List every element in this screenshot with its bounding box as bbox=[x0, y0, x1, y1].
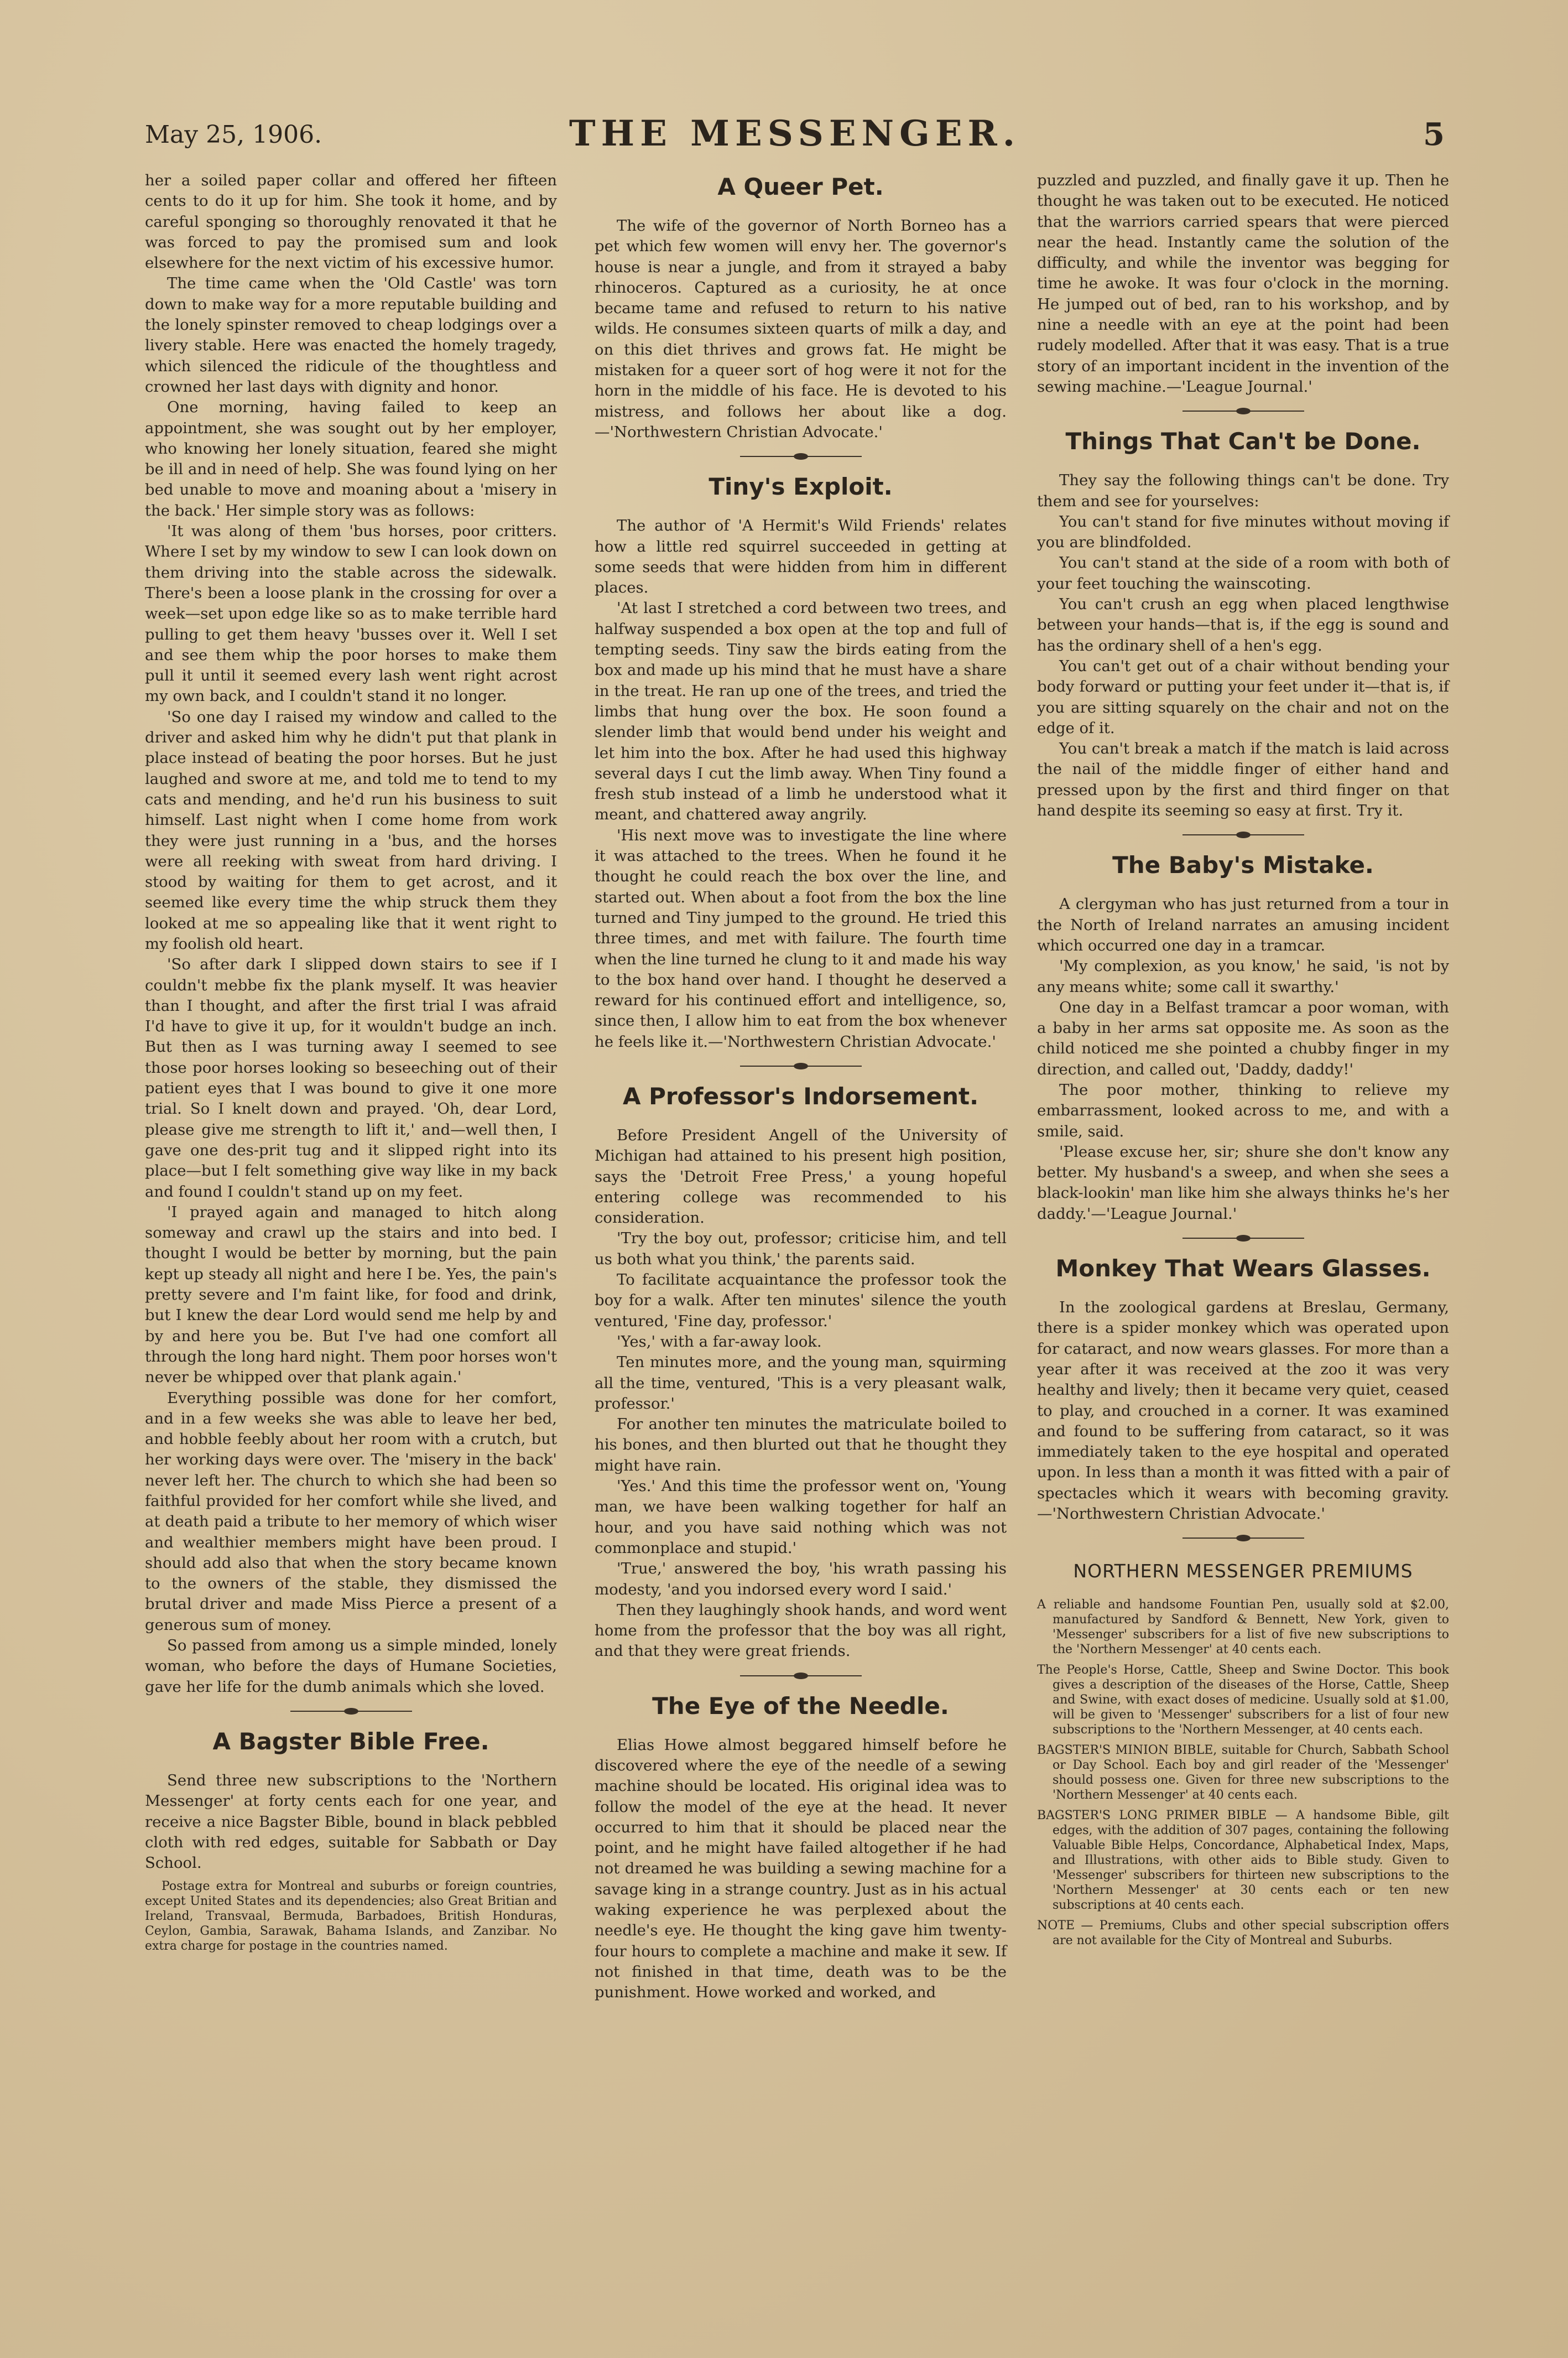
bagster-offer-text: Send three new subscriptions to the 'Northern Messenger' at forty cents each for one year, and receive a nice Bagster Bible, bound in black pebbled cloth with red edges, suitable for Sabbath or Day School. bbox=[145, 1771, 557, 1872]
section-divider bbox=[1182, 406, 1304, 416]
article-paragraph: You can't crush an egg when placed lengthwise between your hands—that is, if the egg is sound and has the ordinary shell of a hen's egg. bbox=[1037, 595, 1449, 655]
article-paragraph: So passed from among us a simple minded, lonely woman, who before the days of Humane Societies, gave her life for the dumb animals which she loved. bbox=[145, 1637, 557, 1696]
article-paragraph: Before President Angell of the University of Michigan had attained to his present high position, says the 'Detroit Free Press,' a young hopeful entering college was recommended to his consideration. bbox=[595, 1126, 1007, 1227]
article-paragraph: Everything possible was done for her comfort, and in a few weeks she was able to leave her bed, and hobble feebly about her room with a crutch, but her working days were over. The 'misery in the back' never left her. The church to which she had been so faithful provided for her comfort while she lived, and at death paid a tribute to her memory of which wiser and wealthier members might have been proud. I should add also that when the story became known to the owners of the stable, they dismissed the brutal driver and made Miss Pierce a present of a generous sum of money. bbox=[145, 1389, 557, 1634]
article-paragraph: 'So one day I raised my window and called to the driver and asked him why he didn't put that plank in place instead of beating the poor horses. But he just laughed and swore at me, and told me to tend to my cats and mending, and he'd run his business to suit himself. Last night when I come home from work they were just running in a 'bus, and the horses were all reeking with sweat from hard driving. I stood by waiting for them to get acrost, and it seemed like every time the whip struck them they looked at me so appealing like that it went right to my foolish old heart. bbox=[145, 708, 557, 953]
premium-item: A reliable and handsome Fountian Pen, usually sold at $2.00, manufactured by Sandford & Bennett, New York, given to 'Messenger' subscribers for a list of five new subscriptions to the 'Northern Messenger' at 40 cents each. bbox=[1037, 1598, 1449, 1657]
postage-note-text: Postage extra for Montreal and suburbs or foreign countries, except United States and its dependencies; also Great Britian and Ireland, Transvaal, Bermuda, Barbadoes, British Honduras, Ceylon, Gambia, Sarawak, Bahama Islands, and Zanzibar. No extra charge for postage in the countries named. bbox=[145, 1879, 557, 1954]
section-divider bbox=[1182, 1233, 1304, 1243]
section-divider bbox=[740, 1061, 862, 1071]
article-paragraph: her a soiled paper collar and offered her fifteen cents to do it up for him. She took it home, and by careful sponging so thoroughly renovated it that he was forced to pay the promised sum and look elsewhere for the next victim of his excessive humor. bbox=[145, 172, 557, 272]
section-divider bbox=[740, 451, 862, 461]
article-paragraph: You can't stand at the side of a room with both of your feet touching the wainscoting. bbox=[1037, 554, 1449, 593]
page-number: 5 bbox=[1423, 116, 1445, 153]
article-paragraph: The wife of the governor of North Borneo has a pet which few women will envy her. The governor's house is near a jungle, and from it strayed a baby rhinoceros. Captured as a curiosity, he at once became tame and refused to return to his native wilds. He consumes sixteen quarts of milk a day, and on this diet thrives and grows fat. He might be mistaken for a queer sort of hog were it not for the horn in the middle of his face. He is devoted to his mistress, and follows her about like a dog.—'Northwestern Christian Advocate.' bbox=[595, 217, 1007, 441]
article-paragraph: To facilitate acquaintance the professor took the boy for a walk. After ten minutes' silence the youth ventured, 'Fine day, professor.' bbox=[595, 1271, 1007, 1330]
premiums-list bbox=[1037, 1597, 1449, 1948]
heading-premiums: NORTHERN MESSENGER PREMIUMS bbox=[1073, 1560, 1413, 1582]
postage-note bbox=[145, 1879, 557, 1954]
article-paragraph: You can't break a match if the match is laid across the nail of the middle finger of either hand and pressed upon by the first and third finger on that hand despite its seeming so easy at first. Try it. bbox=[1037, 740, 1449, 820]
section-divider bbox=[740, 1671, 862, 1681]
column-left bbox=[145, 170, 557, 1958]
article-paragraph: 'Please excuse her, sir; shure she don't know any better. My husband's a sweep, and when she sees a black-lookin' man like him she always thinks he's her daddy.'—'League Journal.' bbox=[1037, 1142, 1449, 1223]
column-right bbox=[1037, 170, 1449, 1954]
article-paragraph: 'My complexion, as you know,' he said, 'is not by any means white; some call it swarthy.' bbox=[1037, 957, 1449, 996]
heading-bagster-bible: A Bagster Bible Free. bbox=[212, 1727, 489, 1755]
heading-babys-mistake: The Baby's Mistake. bbox=[1112, 851, 1374, 879]
article-paragraph: 'So after dark I slipped down stairs to see if I couldn't mebbe fix the plank myself. It was heavier than I thought, and after the first trial I was afraid I'd have to give it up, for it wouldn't budge an inch. But then as I was turning away I seemed to see those poor horses looking so beseeching out of their patient eyes that I was bound to give it one more trial. So I knelt down and prayed. 'Oh, dear Lord, please give me strength to lift it,' and—well then, I gave one des-prit tug and it slipped right into its place—but I felt something give way like in my back and found I couldn't stand up on my feet. bbox=[145, 955, 557, 1201]
section-divider bbox=[1182, 1533, 1304, 1543]
article-paragraph: 'Yes.' And this time the professor went on, 'Young man, we have been walking together for half an hour, and you have said nothing which was not commonplace and stupid.' bbox=[595, 1477, 1007, 1557]
article-paragraph: One morning, having failed to keep an appointment, she was sought out by her employer, who knowing her lonely situation, feared she might be ill and in need of help. She was found lying on her bed unable to move and moaning about a 'misery in the back.' Her simple story was as follows: bbox=[145, 398, 557, 520]
heading-professors-indorsement: A Professor's Indorsement. bbox=[622, 1082, 979, 1110]
premium-item: BAGSTER'S LONG PRIMER BIBLE — A handsome Bible, gilt edges, with the addition of 307 pages, containing the following Valuable Bible Helps, Concordance, Alphabetical Index, Maps, and Illustrations, with other aids to Bible study. Given to 'Messenger' subscribers for thirteen new subscriptions to the 'Northern Messenger' at 30 cents each or ten new subscriptions at 40 cents each. bbox=[1037, 1809, 1449, 1913]
premium-item: The People's Horse, Cattle, Sheep and Swine Doctor. This book gives a description of the diseases of the Horse, Cattle, Sheep and Swine, with exact doses of medicine. Usually sold at $1.00, will be given to 'Messenger' subscribers for a list of four new subscriptions to the 'Northern Messenger, at 40 cents each. bbox=[1037, 1663, 1449, 1737]
article-paragraph: 'At last I stretched a cord between two trees, and halfway suspended a box open at the top and full of tempting seeds. Tiny saw the birds eating from the box and made up his mind that he must have a share in the treat. He ran up one of the trees, and tried the limbs that hung over the box. He soon found a slender limb that would bend under his weight and let him into the box. After he had used this highway several days I cut the limb away. When Tiny found a fresh stub instead of a limb he understood what it meant, and chattered away angrily. bbox=[595, 599, 1007, 824]
heading-queer-pet: A Queer Pet. bbox=[717, 173, 884, 200]
premium-note: NOTE — Premiums, Clubs and other special subscription offers are not available for the City of Montreal and Suburbs. bbox=[1037, 1919, 1449, 1948]
article-paragraph: The poor mother, thinking to relieve my embarrassment, looked across to me, and with a smile, said. bbox=[1037, 1081, 1449, 1140]
article-paragraph: Elias Howe almost beggared himself before he discovered where the eye of the needle of a sewing machine should be located. His original idea was to follow the model of the eye at the head. It never occurred to him that it should be placed near the point, and he might have failed altogether if he had not dreamed he was building a sewing machine for a savage king in a strange country. Just as in his actual waking experience he was perplexed about the needle's eye. He thought the king gave him twenty-four hours to complete a machine and make it sew. If not finished in that time, death was to be the punishment. Howe worked and worked, and bbox=[595, 1736, 1007, 2002]
heading-eye-of-needle: The Eye of the Needle. bbox=[652, 1692, 949, 1720]
article-paragraph: A clergyman who has just returned from a tour in the North of Ireland narrates an amusing incident which occurred one day in a tramcar. bbox=[1037, 895, 1449, 954]
article-paragraph: The author of 'A Hermit's Wild Friends' relates how a little red squirrel succeeded in getting at some seeds that were hidden from him in different places. bbox=[595, 517, 1007, 597]
article-paragraph: 'His next move was to investigate the line where it was attached to the trees. When he found it he thought he could reach the box over the line, and started out. When about a foot from the box the line turned and Tiny jumped to the ground. He tried this three times, and met with failure. The fourth time when the line turned he clung to it and made his way to the box hand over hand. I thought he deserved a reward for his continued effort and intelligence, so, since then, I allow him to eat from the box whenever he feels like it.—'Northwestern Christian Advocate.' bbox=[595, 826, 1007, 1051]
heading-monkey-glasses: Monkey That Wears Glasses. bbox=[1055, 1255, 1431, 1282]
article-paragraph: Ten minutes more, and the young man, squirming all the time, ventured, 'This is a very pleasant walk, professor.' bbox=[595, 1353, 1007, 1412]
heading-things-cant-be-done: Things That Can't be Done. bbox=[1065, 428, 1421, 455]
section-divider bbox=[1182, 830, 1304, 840]
article-paragraph: 'It was along of them 'bus horses, poor critters. Where I set by my window to sew I can look down on them driving into the stable across the sidewalk. There's been a loose plank in the crossing for over a week—set upon edge like so as to make terrible hard pulling to get them heavy 'busses over it. Well I set and see them whip the poor horses to make them pull it until it seemed every lash went right acrost my own back, and I couldn't stand it no longer. bbox=[145, 522, 557, 705]
article-paragraph: The time came when the 'Old Castle' was torn down to make way for a more reputable building and the lonely spinster removed to cheap lodgings over a livery stable. Here was enacted the homely tragedy, which silenced the ridicule of the thoughtless and crowned her last days with dignity and honor. bbox=[145, 274, 557, 396]
article-paragraph: For another ten minutes the matriculate boiled to his bones, and then blurted out that he thought they might have rain. bbox=[595, 1415, 1007, 1474]
article-paragraph: One day in a Belfast tramcar a poor woman, with a baby in her arms sat opposite me. As soon as the child noticed me she pointed a chubby finger in my direction, and called out, 'Daddy, daddy!' bbox=[1037, 998, 1449, 1078]
section-divider bbox=[290, 1706, 412, 1716]
article-paragraph: They say the following things can't be done. Try them and see for yourselves: bbox=[1037, 471, 1449, 510]
issue-date: May 25, 1906. bbox=[145, 121, 322, 149]
article-paragraph: puzzled and puzzled, and finally gave it up. Then he thought he was taken out to be executed. He noticed that the warriors carried spears that were pierced near the head. Instantly came the solution of the difficulty, and while the inventor was begging for time he awoke. It was four o'clock in the morning. He jumped out of bed, ran to his workshop, and by nine a needle with an eye at the point had been rudely modelled. After that it was easy. That is a true story of an important incident in the invention of the sewing machine.—'League Journal.' bbox=[1037, 172, 1449, 396]
article-paragraph: 'Try the boy out, professor; criticise him, and tell us both what you think,' the parents said. bbox=[595, 1229, 1007, 1268]
article-paragraph: Then they laughingly shook hands, and word went home from the professor that the boy was all right, and that they were great friends. bbox=[595, 1601, 1007, 1660]
article-paragraph: You can't get out of a chair without bending your body forward or putting your feet under it—that is, if you are sitting squarely on the chair and not on the edge of it. bbox=[1037, 657, 1449, 737]
article-paragraph: 'True,' answered the boy, 'his wrath passing his modesty, 'and you indorsed every word I said.' bbox=[595, 1560, 1007, 1598]
article-paragraph: 'I prayed again and managed to hitch along someway and crawl up the stairs and into bed. I thought I would be better by morning, but the pain kept up steady all night and here I be. Yes, the pain's pretty severe and I'm faint like, for food and drink, but I knew the dear Lord would send me help by and by and here you be. But I've had one comfort all through the long hard night. Them poor horses won't never be whipped over that plank again.' bbox=[145, 1203, 557, 1386]
column-middle bbox=[595, 170, 1007, 2003]
heading-tinys-exploit: Tiny's Exploit. bbox=[709, 473, 893, 501]
article-paragraph: In the zoological gardens at Breslau, Germany, there is a spider monkey which was operated upon for cataract, and now wears glasses. For more than a year after it was received at the zoo it was very healthy and lively; then it became very quiet, ceased to play, and crouched in a corner. It was examined and found to be suffering from cataract, so it was immediately taken to the eye hospital and operated upon. In less than a month it was fitted with a pair of spectacles which it wears with becoming gravity.—'Northwestern Christian Advocate.' bbox=[1037, 1299, 1449, 1523]
page-header bbox=[145, 111, 1445, 160]
article-paragraph: 'Yes,' with a far-away look. bbox=[617, 1332, 822, 1351]
article-paragraph: You can't stand for five minutes without moving if you are blindfolded. bbox=[1037, 512, 1449, 552]
masthead-title: THE MESSENGER. bbox=[569, 113, 1020, 154]
premium-item: BAGSTER'S MINION BIBLE, suitable for Church, Sabbath School or Day School. Each boy and girl reader of the 'Messenger' should possess one. Given for three new subscriptions to the 'Northern Messenger' at 40 cents each. bbox=[1037, 1743, 1449, 1803]
